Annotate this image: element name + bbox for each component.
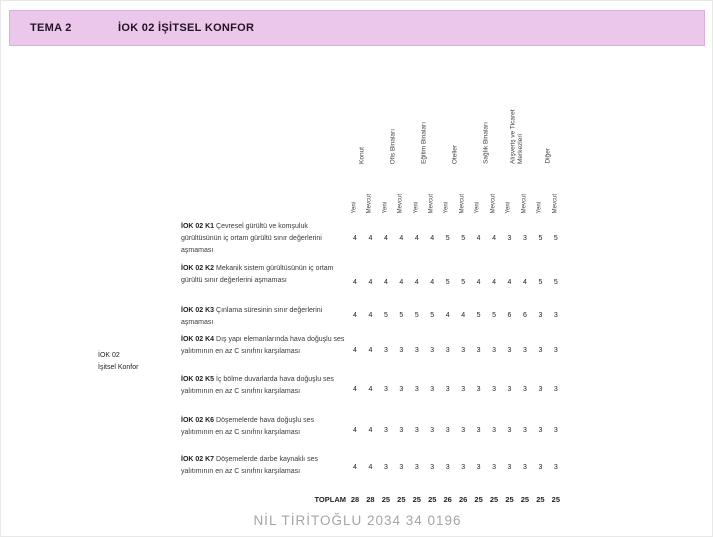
score-cell: 4 [368, 464, 373, 471]
score-cell: 3 [522, 347, 527, 354]
score-cell: 3 [476, 386, 481, 393]
score-cell: 3 [430, 464, 435, 471]
score-cell: 4 [353, 427, 357, 434]
score-cell: 4 [461, 312, 466, 319]
score-cell: 6 [507, 312, 512, 319]
score-cell: 4 [507, 279, 512, 286]
score-cell: 3 [538, 386, 543, 393]
score-cell: 3 [492, 427, 496, 434]
score-cell: 3 [538, 347, 543, 354]
score-cell: 3 [383, 386, 388, 393]
score-cell: 3 [445, 347, 450, 354]
criterion-text: İOK 02 K7 Döşemelerde darbe kaynaklı ses yalıtımının en az C sınıfını karşılaması [181, 456, 318, 475]
score-cell: 4 [399, 279, 404, 286]
score-cell: 3 [492, 347, 496, 354]
score-cell: 4 [430, 279, 435, 286]
score-cell: 3 [399, 386, 404, 393]
score-cell: 3 [522, 386, 527, 393]
score-cell: 3 [430, 427, 435, 434]
score-cell: 3 [522, 464, 527, 471]
score-cell: 4 [383, 235, 388, 242]
version-label: Yeni [505, 201, 512, 213]
score-cell: 3 [461, 464, 466, 471]
total-cell: 26 [458, 495, 468, 504]
building-type-label: Eğitim Binaları [420, 122, 428, 164]
score-cell: 3 [383, 347, 388, 354]
score-cell: 3 [522, 427, 527, 434]
score-cell: 3 [538, 427, 543, 434]
score-cell: 4 [476, 279, 481, 286]
score-cell: 3 [553, 427, 558, 434]
theme-number: TEMA 2 [30, 22, 72, 34]
total-cell: 28 [350, 495, 360, 504]
criterion-text: İOK 02 K2 Mekanik sistem gürültüsünün iç ortam gürültü sınır değerlerini aşmaması [181, 265, 334, 284]
total-cell: 25 [381, 495, 391, 504]
score-cell: 5 [553, 235, 558, 242]
score-cell: 3 [430, 386, 435, 393]
score-cell: 4 [445, 312, 450, 319]
score-cell: 4 [368, 386, 373, 393]
score-cell: 3 [507, 235, 512, 242]
total-cell: 25 [551, 495, 561, 504]
building-type-label: Ofis Binaları [389, 128, 397, 164]
total-cell: 25 [505, 495, 514, 504]
score-cell: 5 [461, 235, 466, 242]
total-cell: 26 [443, 495, 452, 504]
version-label: Yeni [413, 201, 420, 213]
score-cell: 3 [553, 347, 558, 354]
score-cell: 3 [399, 347, 404, 354]
score-cell: 4 [353, 347, 357, 354]
total-label: TOPLAM [314, 495, 346, 504]
criterion-code: İOK 02 K1 [181, 223, 217, 230]
score-cell: 3 [507, 347, 512, 354]
score-cell: 4 [430, 235, 435, 242]
criterion-code: İOK 02 K2 [181, 265, 217, 272]
score-cell: 3 [399, 427, 404, 434]
criterion-text: İOK 02 K1 Çevresel gürültü ve komşuluk gürültüsünün iç ortam gürültü sınır değerlerini aşmaması [181, 223, 322, 254]
version-label: Yeni [474, 201, 481, 213]
score-cell: 3 [507, 427, 512, 434]
score-cell: 4 [492, 279, 496, 286]
total-cell: 25 [412, 495, 421, 504]
criterion-text: İOK 02 K6 Döşemelerde hava doğuşlu ses yalıtımının en az C sınıfını karşılaması [181, 417, 315, 436]
version-label: Mevcut [459, 193, 466, 213]
score-cell: 4 [368, 235, 373, 242]
criterion-code: İOK 02 K6 [181, 417, 217, 424]
version-label: Yeni [382, 201, 389, 213]
score-cell: 3 [461, 427, 466, 434]
version-label: Mevcut [428, 193, 435, 213]
score-cell: 3 [414, 386, 419, 393]
total-cell: 25 [428, 495, 437, 504]
score-cell: 5 [445, 235, 450, 242]
score-cell: 3 [507, 386, 512, 393]
score-cell: 3 [553, 312, 558, 319]
score-cell: 5 [476, 312, 481, 319]
version-label: Mevcut [521, 193, 528, 213]
score-cell: 4 [353, 386, 357, 393]
total-cell: 25 [397, 495, 406, 504]
score-cell: 4 [492, 235, 496, 242]
version-label: Yeni [351, 201, 358, 213]
score-cell: 4 [353, 464, 357, 471]
score-cell: 5 [414, 312, 419, 319]
score-cell: 3 [553, 386, 558, 393]
score-cell: 3 [476, 347, 481, 354]
theme-header-bar [9, 10, 705, 46]
score-cell: 4 [368, 427, 373, 434]
score-cell: 4 [414, 279, 419, 286]
score-cell: 3 [414, 464, 419, 471]
score-cell: 6 [522, 312, 527, 319]
criterion-text: İOK 02 K4 Dış yapı elemanlarında hava doğuşlu ses yalıtımının en az C sınıfını karşılaması [181, 336, 345, 355]
score-cell: 4 [414, 235, 419, 242]
version-label: Yeni [443, 201, 450, 213]
criterion-code: İOK 02 K3 [181, 307, 217, 314]
page-title: İOK 02 İŞİTSEL KONFOR [118, 22, 255, 34]
score-cell: 4 [476, 235, 481, 242]
total-cell: 25 [536, 495, 545, 504]
score-cell: 4 [522, 279, 527, 286]
score-cell: 3 [538, 464, 543, 471]
score-cell: 3 [522, 235, 527, 242]
criterion-code: İOK 02 K4 [181, 336, 217, 343]
score-cell: 4 [368, 279, 373, 286]
score-cell: 3 [414, 347, 419, 354]
score-cell: 3 [383, 427, 388, 434]
score-cell: 4 [399, 235, 404, 242]
category-code: İOK 02 [98, 352, 120, 359]
score-cell: 3 [445, 464, 450, 471]
score-cell: 5 [492, 312, 496, 319]
version-label: Mevcut [397, 193, 404, 213]
score-cell: 3 [538, 312, 543, 319]
score-cell: 5 [461, 279, 466, 286]
score-cell: 5 [538, 279, 543, 286]
category-side-label [98, 350, 138, 374]
score-cell: 3 [461, 347, 466, 354]
criterion-text: İOK 02 K5 İç bölme duvarlarda hava doğuşlu ses yalıtımının en az C sınıfını karşılaması [181, 376, 334, 395]
criterion-text: İOK 02 K3 Çınlama süresinin sınır değerlerini aşmaması [181, 307, 323, 326]
building-type-label: Oteller [451, 144, 459, 164]
building-type-label: Alışveriş ve Ticaret Merkezleri [509, 109, 524, 164]
score-cell: 4 [353, 279, 357, 286]
score-cell: 3 [476, 464, 481, 471]
score-cell: 3 [553, 464, 558, 471]
score-cell: 3 [383, 464, 388, 471]
total-cell: 25 [474, 495, 483, 504]
total-cell: 28 [366, 495, 375, 504]
criterion-code: İOK 02 K7 [181, 456, 217, 463]
score-cell: 4 [353, 235, 357, 242]
score-cell: 3 [492, 386, 496, 393]
total-cell: 25 [489, 495, 499, 504]
version-label: Yeni [536, 201, 543, 213]
version-label: Mevcut [490, 193, 497, 213]
score-cell: 3 [461, 386, 466, 393]
score-cell: 3 [492, 464, 496, 471]
criterion-code: İOK 02 K5 [181, 376, 217, 383]
score-cell: 4 [368, 312, 373, 319]
score-cell: 3 [476, 427, 481, 434]
score-cell: 5 [553, 279, 558, 286]
total-cell: 25 [520, 495, 530, 504]
score-cell: 4 [383, 279, 388, 286]
building-type-label: Diğer [544, 148, 552, 164]
score-cell: 3 [445, 427, 450, 434]
score-cell: 5 [538, 235, 543, 242]
version-label: Mevcut [366, 193, 373, 213]
score-cell: 5 [399, 312, 404, 319]
score-cell: 3 [399, 464, 404, 471]
score-cell: 5 [430, 312, 435, 319]
author-watermark: NİL TİRİTOĞLU 2034 34 0196 [253, 513, 462, 528]
score-cell: 3 [445, 386, 450, 393]
building-type-label: Sağlık Binaları [482, 122, 490, 164]
version-label: Mevcut [552, 193, 559, 213]
score-cell: 3 [507, 464, 512, 471]
building-type-label: Konut [358, 147, 366, 164]
score-cell: 3 [414, 427, 419, 434]
score-cell: 5 [383, 312, 388, 319]
score-cell: 4 [368, 347, 373, 354]
category-name: İşitsel Konfor [98, 364, 139, 371]
score-cell: 3 [430, 347, 435, 354]
score-cell: 4 [353, 312, 357, 319]
score-cell: 5 [445, 279, 450, 286]
